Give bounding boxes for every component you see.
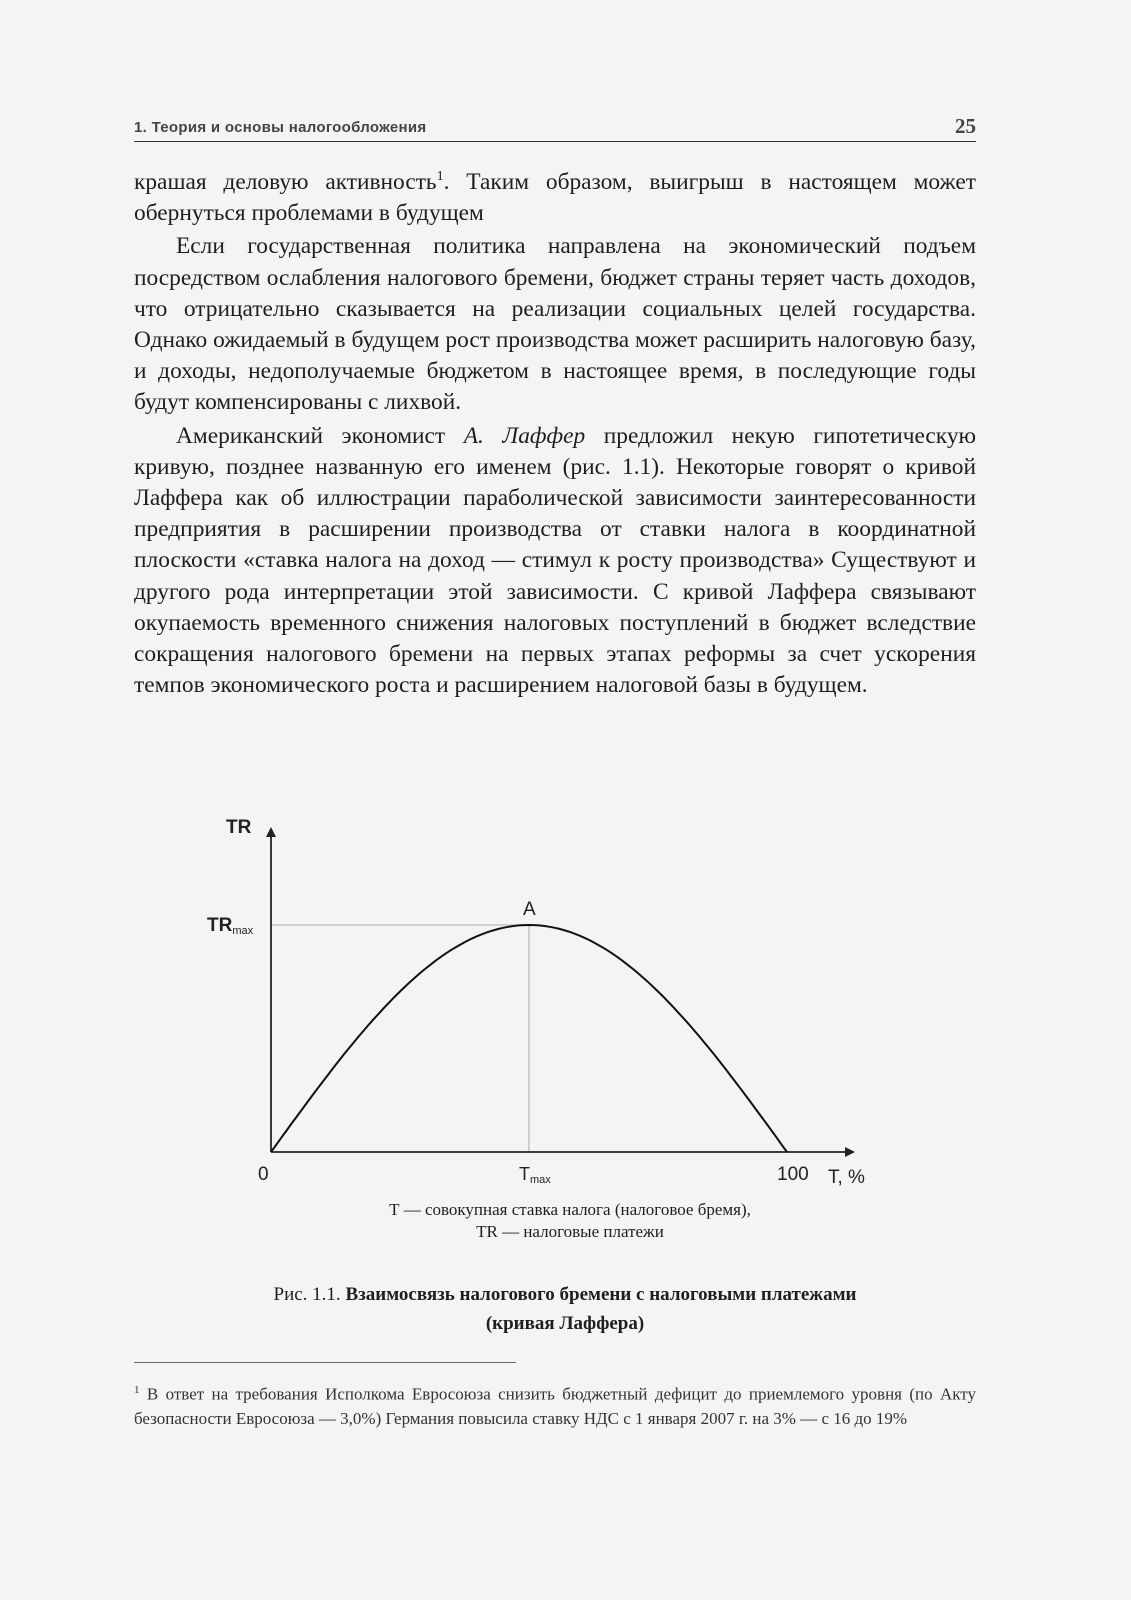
figure-caption xyxy=(150,1280,980,1338)
footnote xyxy=(134,1378,976,1431)
page-number: 25 xyxy=(955,114,976,138)
y-axis-arrow-icon xyxy=(266,827,276,837)
body-text xyxy=(134,167,976,701)
t-max-tick-label xyxy=(519,1164,551,1186)
footnote-text: В ответ на требования Исполкома Евросоюза снизить бюджетный дефицит до приемлемого уровня (по Акту безопасности Евросоюза — 3,0%) Германия повысила ставку НДС с 1 января 2007 г. на 3% — с 16 до 19% xyxy=(134,1384,976,1428)
x-axis-label: T, % xyxy=(828,1167,865,1188)
caption-number: Рис. 1.1. xyxy=(273,1284,341,1305)
peak-label: A xyxy=(523,899,536,920)
paragraph-2: Если государственная политика направлена на экономический подъем посредством ослабления налогового бремени, бюджет страны теряет часть доходов, что отрицательно сказывается на реализации социальных целей государства. Однако ожидаемый в будущем рост производства может расширить налоговую базу, и доходы, недополучаемые бюджетом в настоящее время, в последующие годы будут компенсированы с лихвой. xyxy=(134,233,976,416)
tr-max-tick-label xyxy=(207,915,254,937)
caption-line-1 xyxy=(150,1280,980,1309)
chapter-title: 1. Теория и основы налогообложения xyxy=(134,119,427,136)
paragraph-1 xyxy=(134,167,976,229)
t-max-sub: max xyxy=(530,1174,551,1186)
laffer-curve-chart xyxy=(190,805,910,1205)
paragraph-3-text-cont: предложил некую гипотетическую кривую, позднее названную его именем (рис. 1.1). Некоторые говорят о кривой Лаффера как об иллюстрации параболической зависимости заинтересованности предприятия в расширении производства от ставки налога в координатной плоскости «ставка налога на доход — стимул к росту производства» Существуют и другого рода интерпретации этой зависимости. С кривой Лаффера связывают окупаемость временного снижения налоговых поступлений в бюджет вследствие сокращения налогового бремени на первых этапах реформы за счет ускорения темпов экономического роста и расширением налоговой базы в будущем. xyxy=(134,422,977,699)
laffer-curve-figure xyxy=(190,805,910,1205)
caption-line-2: (кривая Лаффера) xyxy=(485,1313,645,1334)
figure-legend xyxy=(200,1199,940,1243)
paragraph-3-text: Американский экономист xyxy=(176,422,464,449)
footnote-mark: 1 xyxy=(134,1384,140,1396)
author-name: А. Лаффер xyxy=(463,422,586,449)
x-tick-zero: 0 xyxy=(258,1164,269,1185)
legend-line-t: Т — совокупная ставка налога (налоговое бремя), xyxy=(389,1200,751,1219)
footnote-divider xyxy=(134,1362,516,1363)
paragraph-1-text: крашая деловую активность xyxy=(134,169,437,195)
legend-line-tr: TR — налоговые платежи xyxy=(476,1222,664,1241)
caption-title: Взаимосвязь налогового бремени с налоговыми платежами xyxy=(345,1284,857,1305)
paragraph-3 xyxy=(134,421,976,702)
tr-max-main: TR xyxy=(207,915,233,936)
footnote-ref: 1 xyxy=(436,169,444,185)
y-axis-label: TR xyxy=(226,817,252,838)
tr-max-sub: max xyxy=(232,925,254,937)
x-axis-arrow-icon xyxy=(845,1147,855,1157)
x-tick-100: 100 xyxy=(777,1164,809,1185)
running-header xyxy=(134,114,976,142)
paragraph-1-text-cont: . Таким образом, выигрыш в настоящем может обернуться проблемами в будущем xyxy=(134,169,976,227)
t-max-main: T xyxy=(519,1164,530,1184)
